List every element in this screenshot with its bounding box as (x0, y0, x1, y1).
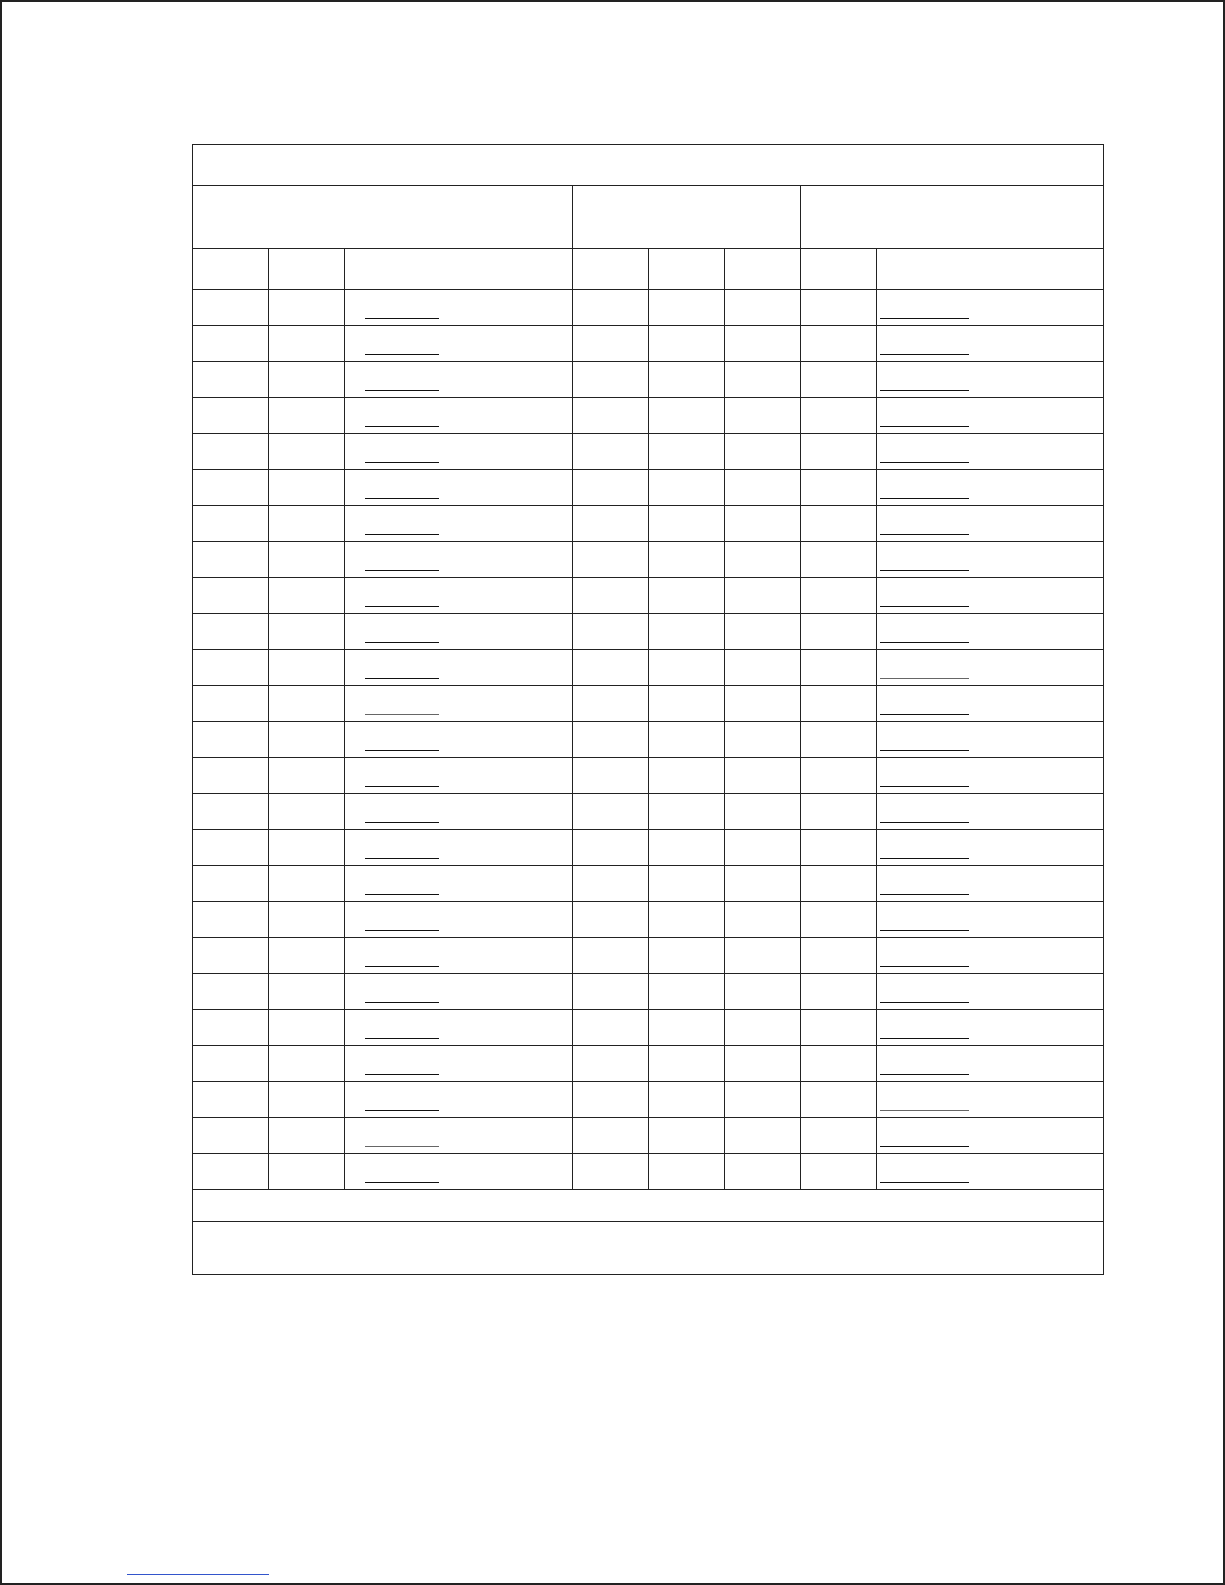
table-notes-cell (193, 1222, 1104, 1275)
table-row (193, 434, 1104, 470)
table-cell-col-1[interactable] (193, 974, 269, 1010)
table-cell-col-7[interactable] (801, 902, 877, 938)
table-row (193, 1118, 1104, 1154)
fill-in-blank-line[interactable] (880, 534, 969, 535)
table-cell-col-1[interactable] (193, 686, 269, 722)
table-cell-col-8[interactable] (877, 290, 1104, 326)
table-cell-col-6[interactable] (725, 470, 801, 506)
table-cell-col-4[interactable] (573, 290, 649, 326)
table-cell-col-2[interactable] (269, 938, 345, 974)
table-row (193, 326, 1104, 362)
table-cell-col-7[interactable] (801, 758, 877, 794)
table-cell-col-4[interactable] (573, 1154, 649, 1190)
table-cell-col-3[interactable] (345, 290, 573, 326)
table-cell-col-1[interactable] (193, 1154, 269, 1190)
table-row (193, 362, 1104, 398)
table-cell-col-6[interactable] (725, 326, 801, 362)
table-cell-col-3[interactable] (345, 326, 573, 362)
fill-in-blank-line[interactable] (880, 498, 969, 499)
table-cell-col-5[interactable] (649, 614, 725, 650)
fill-in-blank-line[interactable] (365, 426, 439, 427)
table-cell-col-5[interactable] (649, 938, 725, 974)
table-cell-col-6[interactable] (725, 542, 801, 578)
table-cell-col-8[interactable] (877, 506, 1104, 542)
table-cell-col-3[interactable] (345, 650, 573, 686)
table-cell-col-8[interactable] (877, 578, 1104, 614)
table-cell-col-3[interactable] (345, 902, 573, 938)
table-cell-col-5[interactable] (649, 974, 725, 1010)
fill-in-blank-line[interactable] (880, 1146, 969, 1147)
table-cell-col-5[interactable] (649, 326, 725, 362)
table-cell-col-2[interactable] (269, 1010, 345, 1046)
table-cell-col-7[interactable] (801, 866, 877, 902)
fill-in-blank-line[interactable] (365, 1002, 439, 1003)
table-cell-col-2[interactable] (269, 1046, 345, 1082)
table-title-row (193, 145, 1104, 186)
table-cell-col-2[interactable] (269, 722, 345, 758)
table-cell-col-7[interactable] (801, 794, 877, 830)
fill-in-blank-line[interactable] (365, 1182, 439, 1183)
table-cell-col-8[interactable] (877, 758, 1104, 794)
table-cell-col-8[interactable] (877, 614, 1104, 650)
fill-in-blank-line[interactable] (880, 858, 969, 859)
table-cell-col-5[interactable] (649, 398, 725, 434)
footer-link-underline[interactable] (127, 1574, 269, 1575)
table-cell-col-1[interactable] (193, 578, 269, 614)
table-cell-col-6[interactable] (725, 362, 801, 398)
table-cell-col-5[interactable] (649, 794, 725, 830)
table-cell-col-2[interactable] (269, 290, 345, 326)
table-cell-col-7[interactable] (801, 830, 877, 866)
fill-in-blank-line[interactable] (365, 930, 439, 931)
column-header-row (193, 249, 1104, 290)
fill-in-blank-line[interactable] (880, 678, 969, 679)
table-cell-col-1[interactable] (193, 938, 269, 974)
column-header-1 (193, 249, 269, 290)
column-header-4 (573, 249, 649, 290)
table-row (193, 866, 1104, 902)
fill-in-blank-line[interactable] (365, 390, 439, 391)
fill-in-blank-line[interactable] (880, 1182, 969, 1183)
table-cell-col-6[interactable] (725, 434, 801, 470)
table-cell-col-3[interactable] (345, 1118, 573, 1154)
table-cell-col-4[interactable] (573, 542, 649, 578)
table-footer-row (193, 1190, 1104, 1222)
table-cell-col-6[interactable] (725, 1082, 801, 1118)
table-cell-col-5[interactable] (649, 866, 725, 902)
table-cell-col-1[interactable] (193, 326, 269, 362)
table-cell-col-5[interactable] (649, 290, 725, 326)
table-row (193, 830, 1104, 866)
fill-in-blank-line[interactable] (880, 894, 969, 895)
table-cell-col-6[interactable] (725, 686, 801, 722)
table-cell-col-4[interactable] (573, 506, 649, 542)
table-cell-col-8[interactable] (877, 902, 1104, 938)
table-cell-col-3[interactable] (345, 686, 573, 722)
table-cell-col-6[interactable] (725, 974, 801, 1010)
table-cell-col-7[interactable] (801, 614, 877, 650)
table-cell-col-8[interactable] (877, 650, 1104, 686)
table-cell-col-5[interactable] (649, 542, 725, 578)
fill-in-blank-line[interactable] (365, 858, 439, 859)
table-cell-col-3[interactable] (345, 866, 573, 902)
table-cell-col-2[interactable] (269, 974, 345, 1010)
table-cell-col-2[interactable] (269, 902, 345, 938)
table-row (193, 1082, 1104, 1118)
table-cell-col-4[interactable] (573, 794, 649, 830)
table-cell-col-4[interactable] (573, 830, 649, 866)
table-cell-col-8[interactable] (877, 1154, 1104, 1190)
table-cell-col-2[interactable] (269, 650, 345, 686)
table-cell-col-4[interactable] (573, 614, 649, 650)
table-cell-col-1[interactable] (193, 722, 269, 758)
table-cell-col-6[interactable] (725, 938, 801, 974)
table-cell-col-6[interactable] (725, 398, 801, 434)
form-table (192, 144, 1104, 1275)
table-cell-col-1[interactable] (193, 542, 269, 578)
table-cell-col-2[interactable] (269, 830, 345, 866)
table-cell-col-6[interactable] (725, 290, 801, 326)
table-cell-col-1[interactable] (193, 902, 269, 938)
table-cell-col-6[interactable] (725, 506, 801, 542)
table-cell-col-4[interactable] (573, 398, 649, 434)
fill-in-blank-line[interactable] (880, 606, 969, 607)
table-cell-col-8[interactable] (877, 434, 1104, 470)
table-cell-col-1[interactable] (193, 506, 269, 542)
table-cell-col-7[interactable] (801, 290, 877, 326)
table-row (193, 614, 1104, 650)
table-row (193, 506, 1104, 542)
fill-in-blank-line[interactable] (880, 426, 969, 427)
table-cell-col-1[interactable] (193, 650, 269, 686)
table-row (193, 686, 1104, 722)
table-row (193, 1046, 1104, 1082)
table-cell-col-5[interactable] (649, 830, 725, 866)
table-cell-col-6[interactable] (725, 902, 801, 938)
fill-in-blank-line[interactable] (365, 462, 439, 463)
table-cell-col-3[interactable] (345, 794, 573, 830)
table-cell-col-4[interactable] (573, 362, 649, 398)
table-cell-col-6[interactable] (725, 614, 801, 650)
fill-in-blank-line[interactable] (880, 570, 969, 571)
table-cell-col-8[interactable] (877, 398, 1104, 434)
table-cell-col-3[interactable] (345, 506, 573, 542)
table-cell-col-6[interactable] (725, 578, 801, 614)
table-cell-col-3[interactable] (345, 1046, 573, 1082)
table-cell-col-2[interactable] (269, 398, 345, 434)
table-cell-col-8[interactable] (877, 1082, 1104, 1118)
table-cell-col-8[interactable] (877, 938, 1104, 974)
table-cell-col-5[interactable] (649, 506, 725, 542)
table-cell-col-5[interactable] (649, 650, 725, 686)
table-row (193, 1010, 1104, 1046)
table-cell-col-6[interactable] (725, 1118, 801, 1154)
table-cell-col-2[interactable] (269, 794, 345, 830)
table-cell-col-6[interactable] (725, 1154, 801, 1190)
table-cell-col-4[interactable] (573, 434, 649, 470)
table-cell-col-4[interactable] (573, 938, 649, 974)
table-cell-col-2[interactable] (269, 434, 345, 470)
table-cell-col-5[interactable] (649, 722, 725, 758)
table-cell-col-2[interactable] (269, 506, 345, 542)
fill-in-blank-line[interactable] (365, 1146, 439, 1147)
table-cell-col-1[interactable] (193, 830, 269, 866)
table-cell-col-4[interactable] (573, 866, 649, 902)
table-cell-col-3[interactable] (345, 1154, 573, 1190)
column-header-2 (269, 249, 345, 290)
table-cell-col-2[interactable] (269, 578, 345, 614)
table-cell-col-5[interactable] (649, 470, 725, 506)
table-cell-col-8[interactable] (877, 470, 1104, 506)
table-cell-col-3[interactable] (345, 542, 573, 578)
table-cell-col-7[interactable] (801, 686, 877, 722)
table-cell-col-1[interactable] (193, 362, 269, 398)
group-header-right (801, 186, 1104, 249)
column-header-3 (345, 249, 573, 290)
table-row (193, 974, 1104, 1010)
table-cell-col-5[interactable] (649, 758, 725, 794)
table-cell-col-8[interactable] (877, 326, 1104, 362)
table-cell-col-5[interactable] (649, 1154, 725, 1190)
fill-in-blank-line[interactable] (365, 678, 439, 679)
table-cell-col-3[interactable] (345, 362, 573, 398)
table-notes-row (193, 1222, 1104, 1275)
fill-in-blank-line[interactable] (365, 750, 439, 751)
fill-in-blank-line[interactable] (365, 894, 439, 895)
table-cell-col-1[interactable] (193, 470, 269, 506)
table-cell-col-1[interactable] (193, 290, 269, 326)
fill-in-blank-line[interactable] (365, 318, 439, 319)
table-cell-col-3[interactable] (345, 830, 573, 866)
fill-in-blank-line[interactable] (880, 1074, 969, 1075)
table-cell-col-7[interactable] (801, 506, 877, 542)
table-cell-col-7[interactable] (801, 398, 877, 434)
table-cell-col-2[interactable] (269, 686, 345, 722)
table-cell-col-4[interactable] (573, 1010, 649, 1046)
fill-in-blank-line[interactable] (365, 570, 439, 571)
fill-in-blank-line[interactable] (365, 714, 439, 715)
table-row (193, 758, 1104, 794)
fill-in-blank-line[interactable] (365, 1110, 439, 1111)
table-cell-col-2[interactable] (269, 470, 345, 506)
table-cell-col-5[interactable] (649, 1046, 725, 1082)
table-cell-col-5[interactable] (649, 1118, 725, 1154)
table-cell-col-6[interactable] (725, 758, 801, 794)
table-cell-col-8[interactable] (877, 1046, 1104, 1082)
table-cell-col-4[interactable] (573, 326, 649, 362)
table-row (193, 650, 1104, 686)
table-cell-col-5[interactable] (649, 1082, 725, 1118)
table-cell-col-3[interactable] (345, 398, 573, 434)
fill-in-blank-line[interactable] (880, 930, 969, 931)
fill-in-blank-line[interactable] (880, 462, 969, 463)
column-header-6 (725, 249, 801, 290)
column-header-7 (801, 249, 877, 290)
table-cell-col-2[interactable] (269, 362, 345, 398)
table-row (193, 794, 1104, 830)
column-group-header-row (193, 186, 1104, 249)
table-cell-col-1[interactable] (193, 794, 269, 830)
table-cell-col-7[interactable] (801, 650, 877, 686)
table-footer-cell (193, 1190, 1104, 1222)
table-cell-col-6[interactable] (725, 1010, 801, 1046)
group-header-middle (573, 186, 801, 249)
table-cell-col-2[interactable] (269, 1118, 345, 1154)
table-row (193, 578, 1104, 614)
table-cell-col-8[interactable] (877, 362, 1104, 398)
table-cell-col-8[interactable] (877, 722, 1104, 758)
table-row (193, 902, 1104, 938)
table-cell-col-8[interactable] (877, 542, 1104, 578)
table-cell-col-3[interactable] (345, 974, 573, 1010)
table-title-cell (193, 145, 1104, 186)
table-cell-col-6[interactable] (725, 866, 801, 902)
table-cell-col-4[interactable] (573, 902, 649, 938)
fill-in-blank-line[interactable] (365, 498, 439, 499)
table-cell-col-1[interactable] (193, 434, 269, 470)
table-cell-col-1[interactable] (193, 758, 269, 794)
table-cell-col-7[interactable] (801, 578, 877, 614)
table-cell-col-7[interactable] (801, 542, 877, 578)
table-cell-col-7[interactable] (801, 722, 877, 758)
table-row (193, 470, 1104, 506)
fill-in-blank-line[interactable] (880, 750, 969, 751)
table-cell-col-6[interactable] (725, 1046, 801, 1082)
table-cell-col-8[interactable] (877, 830, 1104, 866)
table-cell-col-6[interactable] (725, 722, 801, 758)
fill-in-blank-line[interactable] (880, 354, 969, 355)
table-cell-col-4[interactable] (573, 974, 649, 1010)
table-cell-col-8[interactable] (877, 794, 1104, 830)
table-cell-col-4[interactable] (573, 578, 649, 614)
fill-in-blank-line[interactable] (365, 786, 439, 787)
fill-in-blank-line[interactable] (880, 642, 969, 643)
fill-in-blank-line[interactable] (365, 534, 439, 535)
table-cell-col-2[interactable] (269, 326, 345, 362)
table-cell-col-2[interactable] (269, 614, 345, 650)
group-header-left (193, 186, 573, 249)
table-cell-col-4[interactable] (573, 686, 649, 722)
table-cell-col-4[interactable] (573, 1118, 649, 1154)
table-cell-col-2[interactable] (269, 1082, 345, 1118)
table-row (193, 1154, 1104, 1190)
fill-in-blank-line[interactable] (880, 786, 969, 787)
table-cell-col-1[interactable] (193, 614, 269, 650)
table-cell-col-8[interactable] (877, 974, 1104, 1010)
table-row (193, 290, 1104, 326)
fill-in-blank-line[interactable] (880, 1002, 969, 1003)
fill-in-blank-line[interactable] (365, 1038, 439, 1039)
table-cell-col-5[interactable] (649, 902, 725, 938)
table-cell-col-1[interactable] (193, 1118, 269, 1154)
table-cell-col-1[interactable] (193, 1082, 269, 1118)
table-cell-col-7[interactable] (801, 938, 877, 974)
fill-in-blank-line[interactable] (880, 822, 969, 823)
fill-in-blank-line[interactable] (880, 1110, 969, 1111)
table-cell-col-3[interactable] (345, 434, 573, 470)
table-cell-col-2[interactable] (269, 1154, 345, 1190)
table-cell-col-3[interactable] (345, 578, 573, 614)
table-cell-col-7[interactable] (801, 1046, 877, 1082)
table-cell-col-1[interactable] (193, 1046, 269, 1082)
fill-in-blank-line[interactable] (365, 606, 439, 607)
table-cell-col-5[interactable] (649, 362, 725, 398)
table-cell-col-7[interactable] (801, 434, 877, 470)
table-cell-col-5[interactable] (649, 1010, 725, 1046)
table-cell-col-7[interactable] (801, 1154, 877, 1190)
table-cell-col-7[interactable] (801, 1082, 877, 1118)
table-cell-col-8[interactable] (877, 1118, 1104, 1154)
table-cell-col-7[interactable] (801, 362, 877, 398)
table-cell-col-1[interactable] (193, 398, 269, 434)
table-cell-col-8[interactable] (877, 1010, 1104, 1046)
table-cell-col-2[interactable] (269, 542, 345, 578)
table-cell-col-4[interactable] (573, 1082, 649, 1118)
table-row (193, 398, 1104, 434)
table-cell-col-6[interactable] (725, 830, 801, 866)
fill-in-blank-line[interactable] (880, 318, 969, 319)
table-cell-col-7[interactable] (801, 974, 877, 1010)
table-cell-col-2[interactable] (269, 758, 345, 794)
fill-in-blank-line[interactable] (365, 354, 439, 355)
table-cell-col-6[interactable] (725, 794, 801, 830)
table-cell-col-4[interactable] (573, 470, 649, 506)
table-cell-col-5[interactable] (649, 686, 725, 722)
table-cell-col-3[interactable] (345, 938, 573, 974)
fill-in-blank-line[interactable] (880, 966, 969, 967)
table-cell-col-3[interactable] (345, 614, 573, 650)
table-cell-col-4[interactable] (573, 650, 649, 686)
table-cell-col-7[interactable] (801, 1010, 877, 1046)
fill-in-blank-line[interactable] (880, 390, 969, 391)
table-cell-col-3[interactable] (345, 470, 573, 506)
fill-in-blank-line[interactable] (365, 642, 439, 643)
table-cell-col-2[interactable] (269, 866, 345, 902)
fill-in-blank-line[interactable] (880, 1038, 969, 1039)
table-cell-col-7[interactable] (801, 1118, 877, 1154)
table-cell-col-3[interactable] (345, 758, 573, 794)
table-cell-col-4[interactable] (573, 1046, 649, 1082)
table-cell-col-4[interactable] (573, 722, 649, 758)
column-header-5 (649, 249, 725, 290)
table-cell-col-7[interactable] (801, 470, 877, 506)
fill-in-blank-line[interactable] (365, 822, 439, 823)
table-row (193, 542, 1104, 578)
table-cell-col-6[interactable] (725, 650, 801, 686)
table-cell-col-3[interactable] (345, 722, 573, 758)
fill-in-blank-line[interactable] (365, 966, 439, 967)
table-row (193, 938, 1104, 974)
table-cell-col-8[interactable] (877, 866, 1104, 902)
table-cell-col-8[interactable] (877, 686, 1104, 722)
table-cell-col-1[interactable] (193, 1010, 269, 1046)
table-cell-col-1[interactable] (193, 866, 269, 902)
table-cell-col-5[interactable] (649, 434, 725, 470)
table-row (193, 722, 1104, 758)
fill-in-blank-line[interactable] (365, 1074, 439, 1075)
table-cell-col-3[interactable] (345, 1010, 573, 1046)
column-header-8 (877, 249, 1104, 290)
table-cell-col-7[interactable] (801, 326, 877, 362)
fill-in-blank-line[interactable] (880, 714, 969, 715)
table-cell-col-5[interactable] (649, 578, 725, 614)
table-cell-col-4[interactable] (573, 758, 649, 794)
table-cell-col-3[interactable] (345, 1082, 573, 1118)
